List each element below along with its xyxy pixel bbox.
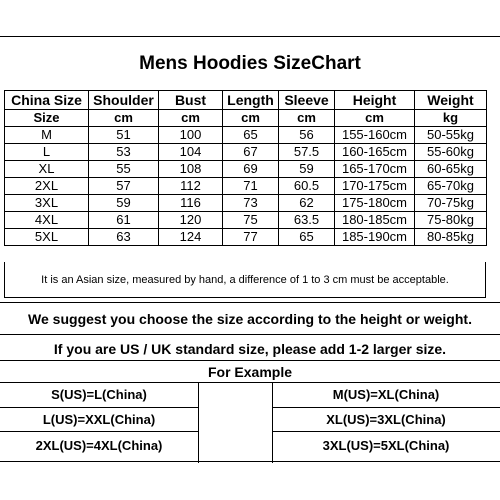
unit-cell: cm [279, 110, 335, 127]
table-cell: 71 [223, 178, 279, 195]
column-header: China Size [5, 91, 89, 110]
table-row [5, 161, 487, 178]
table-cell: 51 [89, 127, 159, 144]
table-cell: 5XL [5, 229, 89, 246]
table-cell: L [5, 144, 89, 161]
table-cell: 185-190cm [335, 229, 415, 246]
table-cell: 65 [223, 127, 279, 144]
example-right: M(US)=XL(China) [332, 387, 440, 402]
unit-cell: cm [89, 110, 159, 127]
table-cell: 112 [159, 178, 223, 195]
unit-cell: Size [5, 110, 89, 127]
divider [0, 407, 198, 408]
example-grid [0, 383, 500, 463]
suggest-text: We suggest you choose the size according to the height or weight. [28, 311, 472, 327]
divider [0, 302, 500, 303]
unit-cell: cm [335, 110, 415, 127]
table-cell: 2XL [5, 178, 89, 195]
size-table [4, 90, 487, 246]
table-cell: 80-85kg [415, 229, 487, 246]
table-row [5, 144, 487, 161]
example-left: S(US)=L(China) [51, 387, 147, 402]
table-cell: 50-55kg [415, 127, 487, 144]
table-cell: 104 [159, 144, 223, 161]
table-cell: 56 [279, 127, 335, 144]
example-left: 2XL(US)=4XL(China) [35, 438, 163, 453]
table-units-row [5, 110, 487, 127]
table-row [5, 127, 487, 144]
table-cell: 75 [223, 212, 279, 229]
table-cell: 170-175cm [335, 178, 415, 195]
table-cell: 4XL [5, 212, 89, 229]
table-cell: 69 [223, 161, 279, 178]
table-cell: 62 [279, 195, 335, 212]
column-header: Height [335, 91, 415, 110]
table-cell: 57 [89, 178, 159, 195]
table-cell: 155-160cm [335, 127, 415, 144]
table-cell: 55-60kg [415, 144, 487, 161]
divider [198, 383, 199, 463]
divider [272, 407, 500, 408]
table-cell: 61 [89, 212, 159, 229]
example-right: XL(US)=3XL(China) [326, 412, 446, 427]
table-cell: 55 [89, 161, 159, 178]
table-cell: 124 [159, 229, 223, 246]
column-header: Bust [159, 91, 223, 110]
table-cell: 63.5 [279, 212, 335, 229]
table-cell: 75-80kg [415, 212, 487, 229]
table-cell: 3XL [5, 195, 89, 212]
table-cell: 175-180cm [335, 195, 415, 212]
table-cell: 108 [159, 161, 223, 178]
table-header-row [5, 91, 487, 110]
table-cell: 60.5 [279, 178, 335, 195]
table-row [5, 195, 487, 212]
example-left: L(US)=XXL(China) [42, 412, 156, 427]
table-cell: 53 [89, 144, 159, 161]
table-cell: 77 [223, 229, 279, 246]
table-cell: 116 [159, 195, 223, 212]
chart-title: Mens Hoodies SizeChart [139, 53, 361, 74]
divider [0, 431, 198, 432]
table-cell: 100 [159, 127, 223, 144]
us-uk-text: If you are US / UK standard size, please add 1-2 larger size. [53, 341, 447, 357]
column-header: Length [223, 91, 279, 110]
table-cell: 60-65kg [415, 161, 487, 178]
table-cell: 180-185cm [335, 212, 415, 229]
table-row [5, 212, 487, 229]
table-cell: 165-170cm [335, 161, 415, 178]
example-right: 3XL(US)=5XL(China) [322, 438, 450, 453]
column-header: Shoulder [89, 91, 159, 110]
divider [0, 334, 500, 335]
table-cell: 59 [279, 161, 335, 178]
example-heading: For Example [207, 364, 293, 380]
divider [272, 431, 500, 432]
table-cell: 57.5 [279, 144, 335, 161]
table-cell: 59 [89, 195, 159, 212]
table-cell: M [5, 127, 89, 144]
table-cell: 73 [223, 195, 279, 212]
table-cell: 63 [89, 229, 159, 246]
column-header: Sleeve [279, 91, 335, 110]
table-cell: XL [5, 161, 89, 178]
table-cell: 120 [159, 212, 223, 229]
table-cell: 160-165cm [335, 144, 415, 161]
unit-cell: cm [223, 110, 279, 127]
measurement-note: It is an Asian size, measured by hand, a difference of 1 to 3 cm must be acceptable. [4, 262, 486, 298]
table-cell: 65-70kg [415, 178, 487, 195]
table-cell: 67 [223, 144, 279, 161]
divider [0, 360, 500, 361]
column-header: Weight [415, 91, 487, 110]
table-row [5, 229, 487, 246]
table-row [5, 178, 487, 195]
table-cell: 65 [279, 229, 335, 246]
table-cell: 70-75kg [415, 195, 487, 212]
unit-cell: cm [159, 110, 223, 127]
unit-cell: kg [415, 110, 487, 127]
